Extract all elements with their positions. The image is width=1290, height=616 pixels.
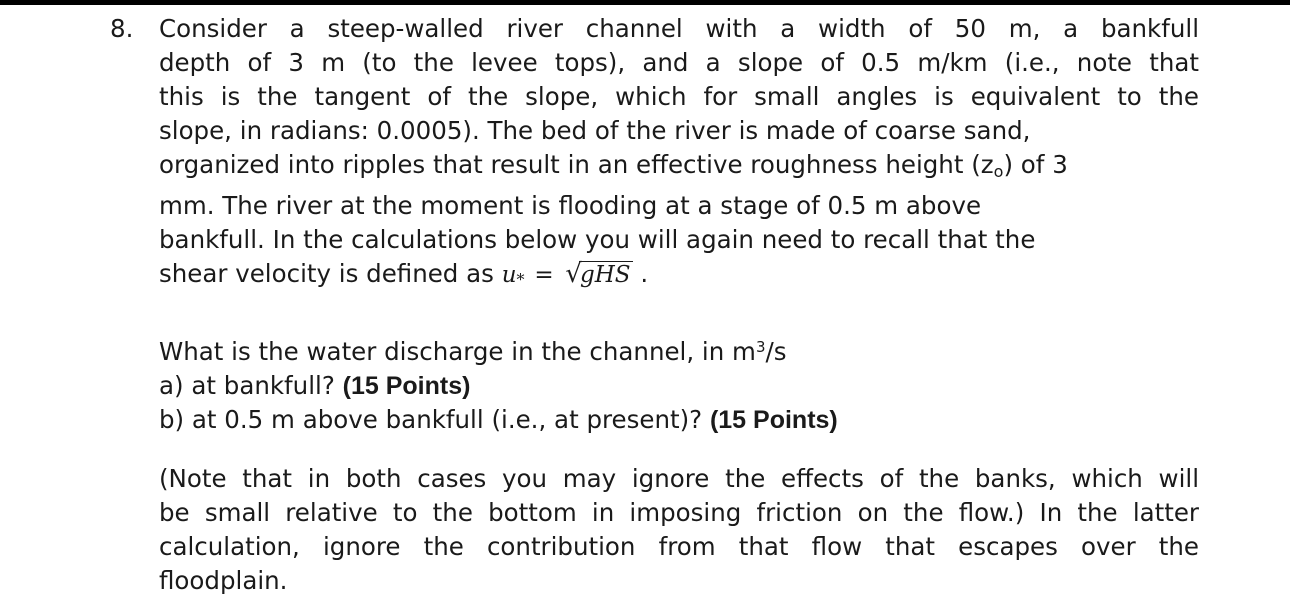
part-b: [159, 403, 1199, 437]
prompt-intro-tail: /s: [765, 337, 787, 366]
note-line: calculation, ignore the contribution from that flow that escapes over the: [159, 532, 1199, 561]
part-b-text: b) at 0.5 m above bankfull (i.e., at present)?: [159, 405, 703, 434]
formula-lhs: u: [501, 262, 517, 288]
formula-radicand: gHS: [580, 262, 631, 288]
question-line: depth of 3 m (to the levee tops), and a slope of 0.5 m/km (i.e., note that: [159, 48, 1199, 77]
part-a: [159, 369, 1199, 403]
part-a-points: (15 Points): [342, 372, 471, 400]
question-line: slope, in radians: 0.0005). The bed of the river is made of coarse sand,: [159, 116, 1031, 145]
question-number: 8.: [110, 14, 134, 43]
question-paragraph: [159, 12, 1199, 297]
question-line: this is the tangent of the slope, which for small angles is equivalent to the: [159, 82, 1199, 111]
note-line: (Note that in both cases you may ignore the effects of the banks, which will: [159, 464, 1199, 493]
question-line-text: shear velocity is defined as: [159, 259, 494, 288]
formula-end: .: [632, 259, 649, 288]
question-line-roughness: [159, 148, 1199, 189]
radical-sign: √: [565, 259, 582, 289]
question-line: bankfull. In the calculations below you will again need to recall that the: [159, 225, 1036, 254]
prompt-intro-text: What is the water discharge in the channel, in m: [159, 337, 756, 366]
question-line: Consider a steep-walled river channel with a width of 50 m, a bankfull: [159, 14, 1199, 43]
shear-velocity-formula: [502, 259, 648, 288]
question-line-formula: [159, 257, 1199, 297]
question-line-text: organized into ripples that result in an effective roughness height (z: [159, 150, 994, 179]
prompt-intro: [159, 330, 1199, 369]
note-line: be small relative to the bottom in imposing friction on the flow.) In the latter: [159, 498, 1199, 527]
prompt-paragraph: [159, 330, 1199, 437]
prompt-intro-superscript: 3: [755, 338, 766, 356]
roughness-tail: ) of 3: [1003, 150, 1068, 179]
note-paragraph: [159, 462, 1199, 598]
part-a-text: a) at bankfull?: [159, 371, 335, 400]
note-line: floodplain.: [159, 566, 288, 595]
roughness-subscript: o: [993, 162, 1004, 181]
formula-lhs-subscript: *: [516, 270, 525, 289]
part-b-points: (15 Points): [709, 406, 838, 434]
square-root: [565, 257, 632, 291]
top-border-rule: [0, 0, 1290, 5]
formula-equals: =: [534, 262, 554, 288]
question-line: mm. The river at the moment is flooding at a stage of 0.5 m above: [159, 191, 982, 220]
